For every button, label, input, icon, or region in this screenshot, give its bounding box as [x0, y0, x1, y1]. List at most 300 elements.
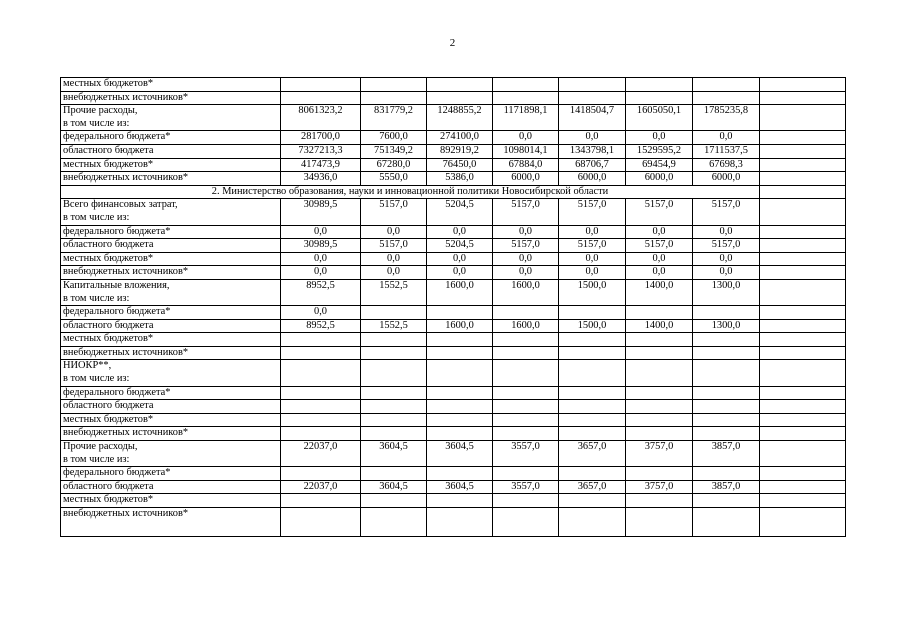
- row-label: [61, 480, 281, 494]
- value-cell: [281, 427, 361, 441]
- row-label-line: в том числе из:: [63, 117, 130, 129]
- value-cell: [427, 508, 493, 537]
- table-row: [61, 400, 846, 414]
- value-cell: 0,0: [427, 252, 493, 266]
- row-label-line: внебюджетных источников*: [63, 508, 189, 519]
- empty-cell: [760, 319, 846, 333]
- value-cell: 0,0: [361, 225, 427, 239]
- value-cell: 5157,0: [559, 239, 626, 253]
- empty-cell: [760, 158, 846, 172]
- value-cell: 3604,5: [427, 441, 493, 467]
- row-label-line: Прочие расходы,: [63, 441, 138, 453]
- value-cell: 831779,2: [361, 105, 427, 131]
- value-cell: [559, 91, 626, 105]
- empty-cell: [760, 266, 846, 280]
- value-cell: [427, 400, 493, 414]
- value-cell: 0,0: [693, 252, 760, 266]
- value-cell: 5157,0: [559, 199, 626, 225]
- value-cell: [281, 78, 361, 92]
- row-label-line: федерального бюджета*: [63, 131, 171, 143]
- row-label: [61, 91, 281, 105]
- table-row: [61, 279, 846, 305]
- row-label-line: федерального бюджета*: [63, 467, 171, 479]
- row-label: [61, 360, 281, 386]
- value-cell: 0,0: [427, 266, 493, 280]
- value-cell: [361, 494, 427, 508]
- value-cell: 30989,5: [281, 199, 361, 225]
- value-cell: 6000,0: [493, 172, 559, 186]
- empty-cell: [760, 279, 846, 305]
- table-row: [61, 252, 846, 266]
- value-cell: 0,0: [693, 225, 760, 239]
- value-cell: [493, 400, 559, 414]
- value-cell: 0,0: [281, 306, 361, 320]
- value-cell: 0,0: [281, 266, 361, 280]
- empty-cell: [760, 172, 846, 186]
- value-cell: [427, 333, 493, 347]
- value-cell: 5157,0: [493, 199, 559, 225]
- value-cell: [361, 467, 427, 481]
- value-cell: [693, 467, 760, 481]
- value-cell: 22037,0: [281, 441, 361, 467]
- value-cell: [559, 360, 626, 386]
- table-row: [61, 319, 846, 333]
- value-cell: [493, 467, 559, 481]
- table-row: [61, 78, 846, 92]
- table-row: [61, 413, 846, 427]
- value-cell: 3557,0: [493, 480, 559, 494]
- row-label-line: внебюджетных источников*: [63, 91, 189, 103]
- table-row: [61, 333, 846, 347]
- row-label: [61, 306, 281, 320]
- value-cell: [559, 400, 626, 414]
- row-label-line: местных бюджетов*: [63, 78, 154, 89]
- value-cell: 0,0: [626, 266, 693, 280]
- empty-cell: [760, 144, 846, 158]
- value-cell: [427, 91, 493, 105]
- value-cell: [493, 306, 559, 320]
- value-cell: [626, 360, 693, 386]
- value-cell: 0,0: [281, 225, 361, 239]
- value-cell: [559, 78, 626, 92]
- row-label-line: внебюджетных источников*: [63, 266, 189, 278]
- row-label: [61, 441, 281, 467]
- empty-cell: [760, 427, 846, 441]
- value-cell: 0,0: [559, 266, 626, 280]
- value-cell: [559, 494, 626, 508]
- row-label-line: Прочие расходы,: [63, 105, 138, 117]
- value-cell: 67884,0: [493, 158, 559, 172]
- value-cell: 1300,0: [693, 319, 760, 333]
- value-cell: 281700,0: [281, 131, 361, 145]
- row-label-line: местных бюджетов*: [63, 333, 154, 345]
- financing-table: [60, 77, 846, 537]
- value-cell: 3657,0: [559, 441, 626, 467]
- value-cell: 0,0: [361, 252, 427, 266]
- value-cell: 69454,9: [626, 158, 693, 172]
- row-label-line: областного бюджета: [63, 400, 154, 412]
- table-row: [61, 158, 846, 172]
- value-cell: [626, 413, 693, 427]
- value-cell: [427, 78, 493, 92]
- row-label: [61, 386, 281, 400]
- value-cell: 0,0: [559, 252, 626, 266]
- value-cell: 5157,0: [361, 199, 427, 225]
- value-cell: 417473,9: [281, 158, 361, 172]
- value-cell: [427, 386, 493, 400]
- value-cell: [626, 400, 693, 414]
- value-cell: 8952,5: [281, 279, 361, 305]
- row-label: [61, 266, 281, 280]
- row-label-line: областного бюджета: [63, 319, 154, 331]
- value-cell: 1600,0: [493, 319, 559, 333]
- value-cell: [693, 413, 760, 427]
- value-cell: [493, 346, 559, 360]
- empty-cell: [760, 333, 846, 347]
- row-label-line: областного бюджета: [63, 144, 154, 156]
- value-cell: [693, 360, 760, 386]
- value-cell: [361, 333, 427, 347]
- value-cell: [626, 467, 693, 481]
- empty-cell: [760, 105, 846, 131]
- value-cell: [693, 386, 760, 400]
- value-cell: 0,0: [493, 252, 559, 266]
- row-label-line: в том числе из:: [63, 453, 130, 465]
- value-cell: [361, 91, 427, 105]
- table-row: [61, 441, 846, 467]
- value-cell: 1248855,2: [427, 105, 493, 131]
- table-row: [61, 494, 846, 508]
- value-cell: 3557,0: [493, 441, 559, 467]
- value-cell: 3857,0: [693, 480, 760, 494]
- table-row: [61, 360, 846, 386]
- row-label: [61, 346, 281, 360]
- value-cell: 3604,5: [427, 480, 493, 494]
- value-cell: [281, 400, 361, 414]
- value-cell: [626, 346, 693, 360]
- value-cell: [493, 494, 559, 508]
- value-cell: [626, 78, 693, 92]
- row-label: [61, 225, 281, 239]
- value-cell: 8061323,2: [281, 105, 361, 131]
- value-cell: 0,0: [693, 131, 760, 145]
- value-cell: [493, 360, 559, 386]
- value-cell: 1300,0: [693, 279, 760, 305]
- value-cell: [493, 413, 559, 427]
- section-row: [61, 185, 846, 199]
- row-label: [61, 172, 281, 186]
- value-cell: [427, 360, 493, 386]
- table-row: [61, 306, 846, 320]
- value-cell: 1418504,7: [559, 105, 626, 131]
- value-cell: 1098014,1: [493, 144, 559, 158]
- empty-cell: [760, 239, 846, 253]
- value-cell: [693, 400, 760, 414]
- table-row: [61, 427, 846, 441]
- value-cell: [361, 386, 427, 400]
- empty-cell: [760, 360, 846, 386]
- value-cell: 5157,0: [493, 239, 559, 253]
- empty-cell: [760, 467, 846, 481]
- value-cell: [427, 427, 493, 441]
- value-cell: [693, 427, 760, 441]
- table-row: [61, 508, 846, 537]
- value-cell: 892919,2: [427, 144, 493, 158]
- empty-cell: [760, 413, 846, 427]
- value-cell: [559, 306, 626, 320]
- value-cell: 6000,0: [693, 172, 760, 186]
- value-cell: [559, 427, 626, 441]
- row-label-line: внебюджетных источников*: [63, 427, 189, 439]
- value-cell: 30989,5: [281, 239, 361, 253]
- section-title: 2. Министерство образования, науки и инновационной политики Новосибирской области: [61, 185, 760, 199]
- value-cell: 1529595,2: [626, 144, 693, 158]
- empty-cell: [760, 400, 846, 414]
- value-cell: 5386,0: [427, 172, 493, 186]
- empty-cell: [760, 252, 846, 266]
- value-cell: 1400,0: [626, 279, 693, 305]
- value-cell: 1785235,8: [693, 105, 760, 131]
- value-cell: [693, 494, 760, 508]
- value-cell: 34936,0: [281, 172, 361, 186]
- value-cell: 1500,0: [559, 319, 626, 333]
- value-cell: 1600,0: [427, 279, 493, 305]
- empty-cell: [760, 494, 846, 508]
- value-cell: 0,0: [626, 252, 693, 266]
- page-number: 2: [449, 37, 456, 49]
- row-label: [61, 252, 281, 266]
- row-label: [61, 105, 281, 131]
- row-label: [61, 158, 281, 172]
- value-cell: [427, 413, 493, 427]
- value-cell: [626, 333, 693, 347]
- value-cell: 8952,5: [281, 319, 361, 333]
- value-cell: 0,0: [361, 266, 427, 280]
- value-cell: 22037,0: [281, 480, 361, 494]
- value-cell: 1552,5: [361, 319, 427, 333]
- value-cell: [626, 508, 693, 537]
- table-row: [61, 239, 846, 253]
- value-cell: [281, 360, 361, 386]
- table-row: [61, 467, 846, 481]
- value-cell: 0,0: [559, 225, 626, 239]
- table-row: [61, 144, 846, 158]
- value-cell: 67280,0: [361, 158, 427, 172]
- value-cell: 7327213,3: [281, 144, 361, 158]
- row-label-line: местных бюджетов*: [63, 413, 154, 425]
- value-cell: 5157,0: [693, 199, 760, 225]
- value-cell: 1600,0: [493, 279, 559, 305]
- value-cell: [493, 78, 559, 92]
- value-cell: 3857,0: [693, 441, 760, 467]
- value-cell: 5550,0: [361, 172, 427, 186]
- value-cell: [361, 400, 427, 414]
- value-cell: [693, 333, 760, 347]
- value-cell: [281, 346, 361, 360]
- empty-cell: [760, 508, 846, 537]
- value-cell: 3757,0: [626, 480, 693, 494]
- table-row: [61, 346, 846, 360]
- value-cell: 3604,5: [361, 480, 427, 494]
- table-row: [61, 105, 846, 131]
- row-label-line: местных бюджетов*: [63, 494, 154, 506]
- value-cell: [281, 413, 361, 427]
- row-label: [61, 427, 281, 441]
- value-cell: 1552,5: [361, 279, 427, 305]
- value-cell: [493, 386, 559, 400]
- row-label-line: в том числе из:: [63, 292, 130, 304]
- value-cell: [693, 508, 760, 537]
- table-row: [61, 199, 846, 225]
- value-cell: [693, 78, 760, 92]
- empty-cell: [760, 306, 846, 320]
- value-cell: 6000,0: [626, 172, 693, 186]
- row-label-line: НИОКР**,: [63, 360, 112, 372]
- value-cell: [281, 333, 361, 347]
- table-row: [61, 91, 846, 105]
- value-cell: [626, 494, 693, 508]
- value-cell: [559, 346, 626, 360]
- value-cell: 3757,0: [626, 441, 693, 467]
- value-cell: [559, 386, 626, 400]
- empty-cell: [760, 225, 846, 239]
- value-cell: 7600,0: [361, 131, 427, 145]
- value-cell: [361, 508, 427, 537]
- value-cell: 1711537,5: [693, 144, 760, 158]
- row-label-line: федерального бюджета*: [63, 306, 171, 318]
- row-label: [61, 413, 281, 427]
- empty-cell: [760, 131, 846, 145]
- value-cell: 0,0: [626, 225, 693, 239]
- empty-cell: [760, 441, 846, 467]
- table-row: [61, 172, 846, 186]
- value-cell: [281, 508, 361, 537]
- value-cell: 3657,0: [559, 480, 626, 494]
- value-cell: 67698,3: [693, 158, 760, 172]
- row-label: [61, 239, 281, 253]
- empty-cell: [760, 78, 846, 92]
- row-label: [61, 467, 281, 481]
- row-label-line: в том числе из:: [63, 373, 130, 385]
- value-cell: 5157,0: [626, 199, 693, 225]
- empty-cell: [760, 199, 846, 225]
- table-row: [61, 225, 846, 239]
- value-cell: [559, 467, 626, 481]
- table-row: [61, 266, 846, 280]
- row-label-line: федерального бюджета*: [63, 225, 171, 237]
- value-cell: [493, 427, 559, 441]
- row-label-line: областного бюджета: [63, 239, 154, 251]
- value-cell: 1600,0: [427, 319, 493, 333]
- value-cell: [361, 427, 427, 441]
- empty-cell: [760, 91, 846, 105]
- value-cell: [693, 306, 760, 320]
- value-cell: 0,0: [493, 225, 559, 239]
- value-cell: 274100,0: [427, 131, 493, 145]
- row-label-line: местных бюджетов*: [63, 158, 154, 170]
- value-cell: [493, 508, 559, 537]
- value-cell: [281, 386, 361, 400]
- value-cell: [281, 494, 361, 508]
- row-label: [61, 144, 281, 158]
- row-label-line: Капитальные вложения,: [63, 279, 170, 291]
- table-row: [61, 131, 846, 145]
- row-label: [61, 279, 281, 305]
- value-cell: 3604,5: [361, 441, 427, 467]
- row-label-line: федерального бюджета*: [63, 386, 171, 398]
- value-cell: 0,0: [559, 131, 626, 145]
- empty-cell: [760, 480, 846, 494]
- row-label-line: областного бюджета: [63, 480, 154, 492]
- row-label: [61, 319, 281, 333]
- value-cell: 0,0: [427, 225, 493, 239]
- row-label: [61, 494, 281, 508]
- value-cell: [693, 91, 760, 105]
- row-label: [61, 131, 281, 145]
- value-cell: [493, 333, 559, 347]
- value-cell: 0,0: [693, 266, 760, 280]
- row-label-line: Всего финансовых затрат,: [63, 199, 178, 211]
- empty-cell: [760, 386, 846, 400]
- value-cell: [361, 306, 427, 320]
- value-cell: [361, 346, 427, 360]
- row-label: [61, 333, 281, 347]
- value-cell: [626, 91, 693, 105]
- value-cell: [361, 413, 427, 427]
- value-cell: 5157,0: [626, 239, 693, 253]
- value-cell: 751349,2: [361, 144, 427, 158]
- row-label-line: в том числе из:: [63, 211, 130, 223]
- value-cell: 5157,0: [693, 239, 760, 253]
- value-cell: 5157,0: [361, 239, 427, 253]
- value-cell: [559, 413, 626, 427]
- row-label: [61, 508, 281, 537]
- value-cell: [626, 306, 693, 320]
- value-cell: [427, 346, 493, 360]
- value-cell: 1343798,1: [559, 144, 626, 158]
- value-cell: 5204,5: [427, 199, 493, 225]
- value-cell: 6000,0: [559, 172, 626, 186]
- empty-cell: [760, 185, 846, 199]
- value-cell: [493, 91, 559, 105]
- row-label: [61, 78, 281, 92]
- value-cell: [361, 78, 427, 92]
- value-cell: [361, 360, 427, 386]
- row-label-line: местных бюджетов*: [63, 252, 154, 264]
- value-cell: 76450,0: [427, 158, 493, 172]
- value-cell: [559, 508, 626, 537]
- row-label: [61, 400, 281, 414]
- value-cell: [427, 467, 493, 481]
- value-cell: 0,0: [281, 252, 361, 266]
- value-cell: 1171898,1: [493, 105, 559, 131]
- value-cell: [559, 333, 626, 347]
- value-cell: [626, 386, 693, 400]
- value-cell: [281, 91, 361, 105]
- value-cell: [626, 427, 693, 441]
- value-cell: 0,0: [493, 266, 559, 280]
- value-cell: [693, 346, 760, 360]
- value-cell: 0,0: [626, 131, 693, 145]
- value-cell: 1605050,1: [626, 105, 693, 131]
- table-row: [61, 480, 846, 494]
- value-cell: [281, 467, 361, 481]
- value-cell: [427, 306, 493, 320]
- empty-cell: [760, 346, 846, 360]
- value-cell: 1400,0: [626, 319, 693, 333]
- value-cell: 5204,5: [427, 239, 493, 253]
- value-cell: [427, 494, 493, 508]
